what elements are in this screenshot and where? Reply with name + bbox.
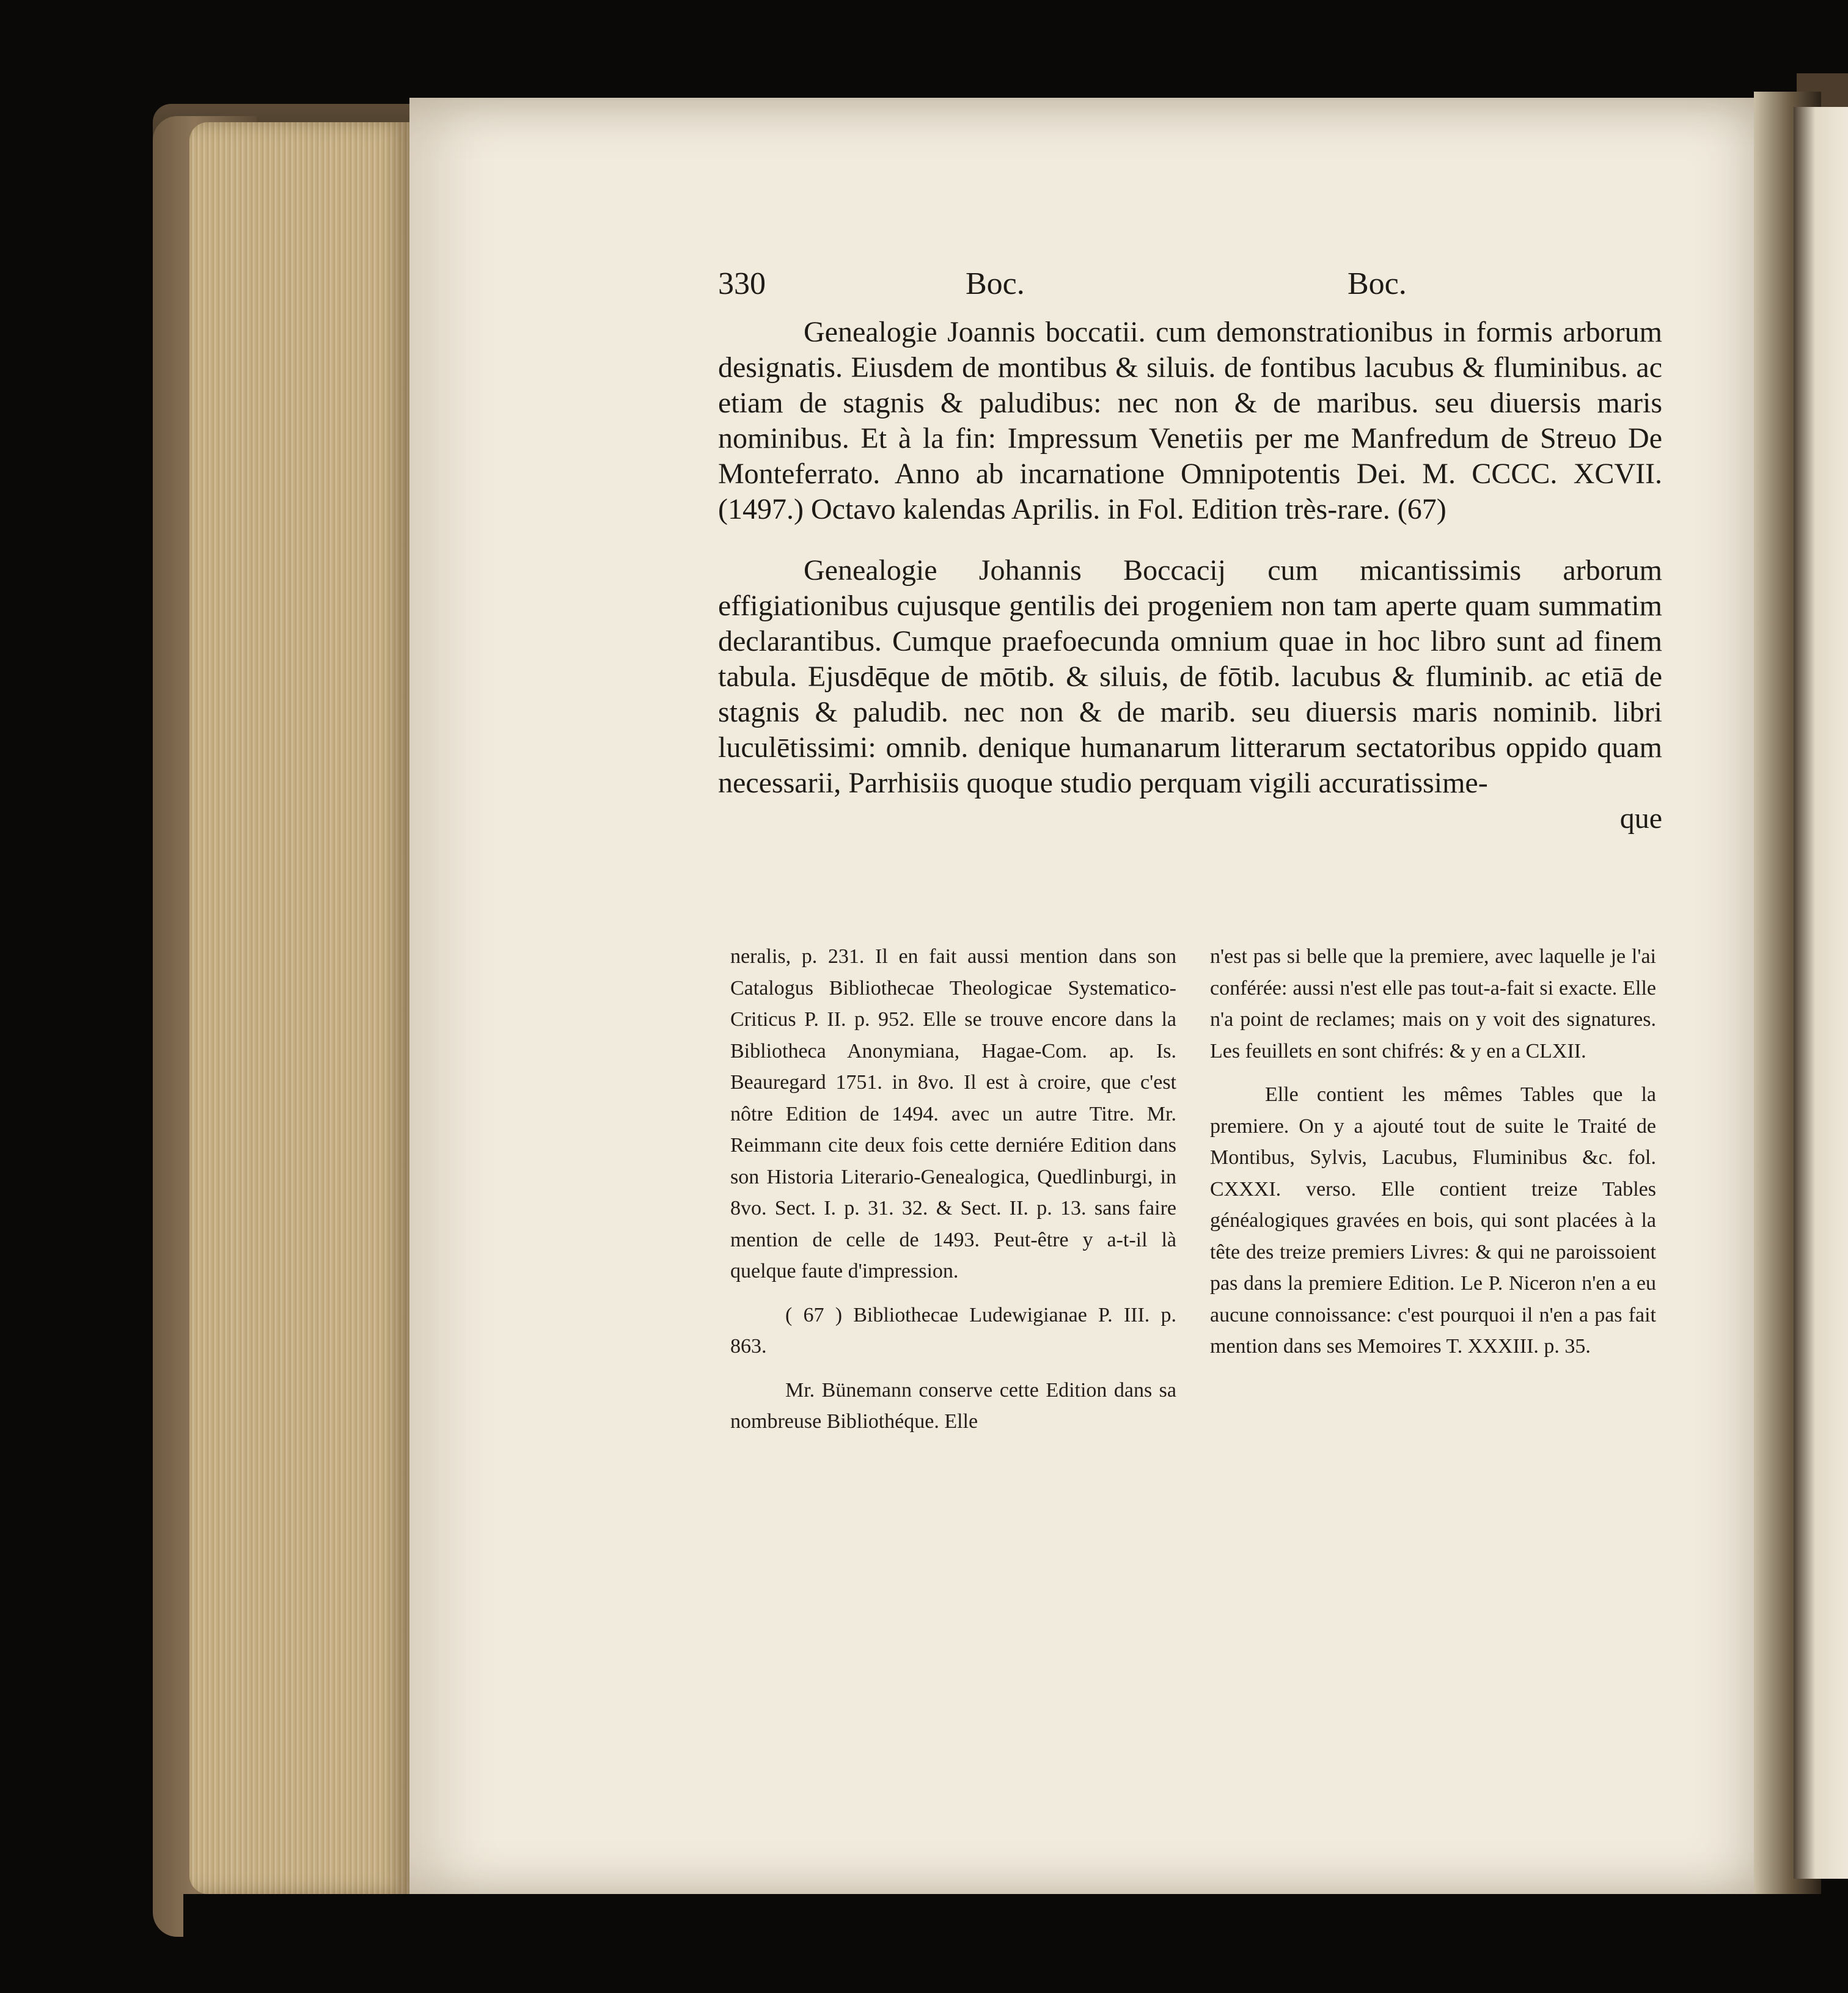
footnotes: [718, 941, 1662, 1552]
footnote-text: Elle contient les mêmes Tables que la premiere. On y a ajouté tout de suite le Traité de Montibus, Sylvis, Lacubus, Fluminibus &c. fol. CXXXI. verso. Elle contient treize Tables généalogiques gravées en bois, qui sont placées à la tête des treize premiers Livres: & qui ne paroissoient pas dans la premiere Edition. Le P. Niceron n'en a eu aucune connoissance: c'est pourquoi il n'en a pas fait mention dans ses Memoires T. XXXIII. p. 35.: [1210, 1083, 1656, 1358]
footnote-column-left: [730, 941, 1176, 1450]
catchword: que: [1619, 802, 1662, 835]
facing-page-edge: [1794, 107, 1848, 1879]
footnote-text: neralis, p. 231. Il en fait aussi mention dans son Catalogus Bibliothecae Theologicae Systematico-Criticus P. II. p. 952. Elle se trouve encore dans la Bibliotheca Anonymiana, Hagae-Com. ap. Is. Beauregard 1751. in 8vo. Il est à croire, que c'est nôtre Edition de 1494. avec un autre Titre. Mr. Reimmann cite deux fois cette derniére Edition dans son Historia Literario-Genealogica, Quedlinburgi, in 8vo. Sect. I. p. 31. 32. & Sect. II. p. 13. sans faire mention de celle de 1493. Peut-être y a-t-il là quelque faute d'impression.: [730, 945, 1176, 1282]
running-head: [718, 257, 1662, 312]
running-title-left: Boc.: [966, 266, 1025, 301]
footnote-67: ( 67 ) Bibliothecae Ludewigianae P. III. p. 863.: [730, 1303, 1176, 1358]
footnote-text: n'est pas si belle que la premiere, avec laquelle je l'ai conférée: aussi n'est elle pas tout-a-fait si exacte. Elle n'a point de reclames; mais on y voit des signatures. Les feuillets en sont chifrés: & y en a CLXII.: [1210, 945, 1656, 1062]
page-number: 330: [718, 266, 766, 301]
running-title-right: Boc.: [1348, 266, 1407, 301]
footnote-column-right: [1210, 941, 1656, 1375]
main-text: [718, 315, 1662, 836]
entry-paragraph-2: Genealogie Johannis Boccacij cum micantissimis arborum effigiationibus cujusque gentilis dei progeniem non tam aperte quam summatim declarantibus. Cumque praefoecunda omnium quae in hoc libro sunt ad finem tabula. Ejusdēque de mōtib. & siluis, de fōtib. lacubus & fluminib. ac etiā de stagnis & paludib. nec non & de marib. seu diuersis maris nominib. libri luculētissimi: omnib. denique humanarum litterarum sectatoribus oppido quam necessarii, Parrhisiis quoque studio perquam vigili accuratissime-: [718, 554, 1662, 799]
entry-paragraph-1: Genealogie Joannis boccatii. cum demonstrationibus in formis arborum designatis. Eiusdem de montibus & siluis. de fontibus lacubus & fluminibus. ac etiam de stagnis & paludibus: nec non & de maribus. seu diuersis maris nominibus. Et à la fin: Impressum Venetiis per me Manfredum de Streuo De Monteferrato. Anno ab incarnatione Omnipotentis Dei. M. CCCC. XCVII. (1497.) Octavo kalendas Aprilis. in Fol. Edition très-rare. (67): [718, 316, 1662, 525]
background-shadow: [183, 1894, 1848, 1993]
page-text-block: [718, 257, 1662, 1546]
footnote-text: Mr. Bünemann conserve cette Edition dans sa nombreuse Bibliothéque. Elle: [730, 1378, 1176, 1433]
page-block-edge: [189, 122, 409, 1894]
